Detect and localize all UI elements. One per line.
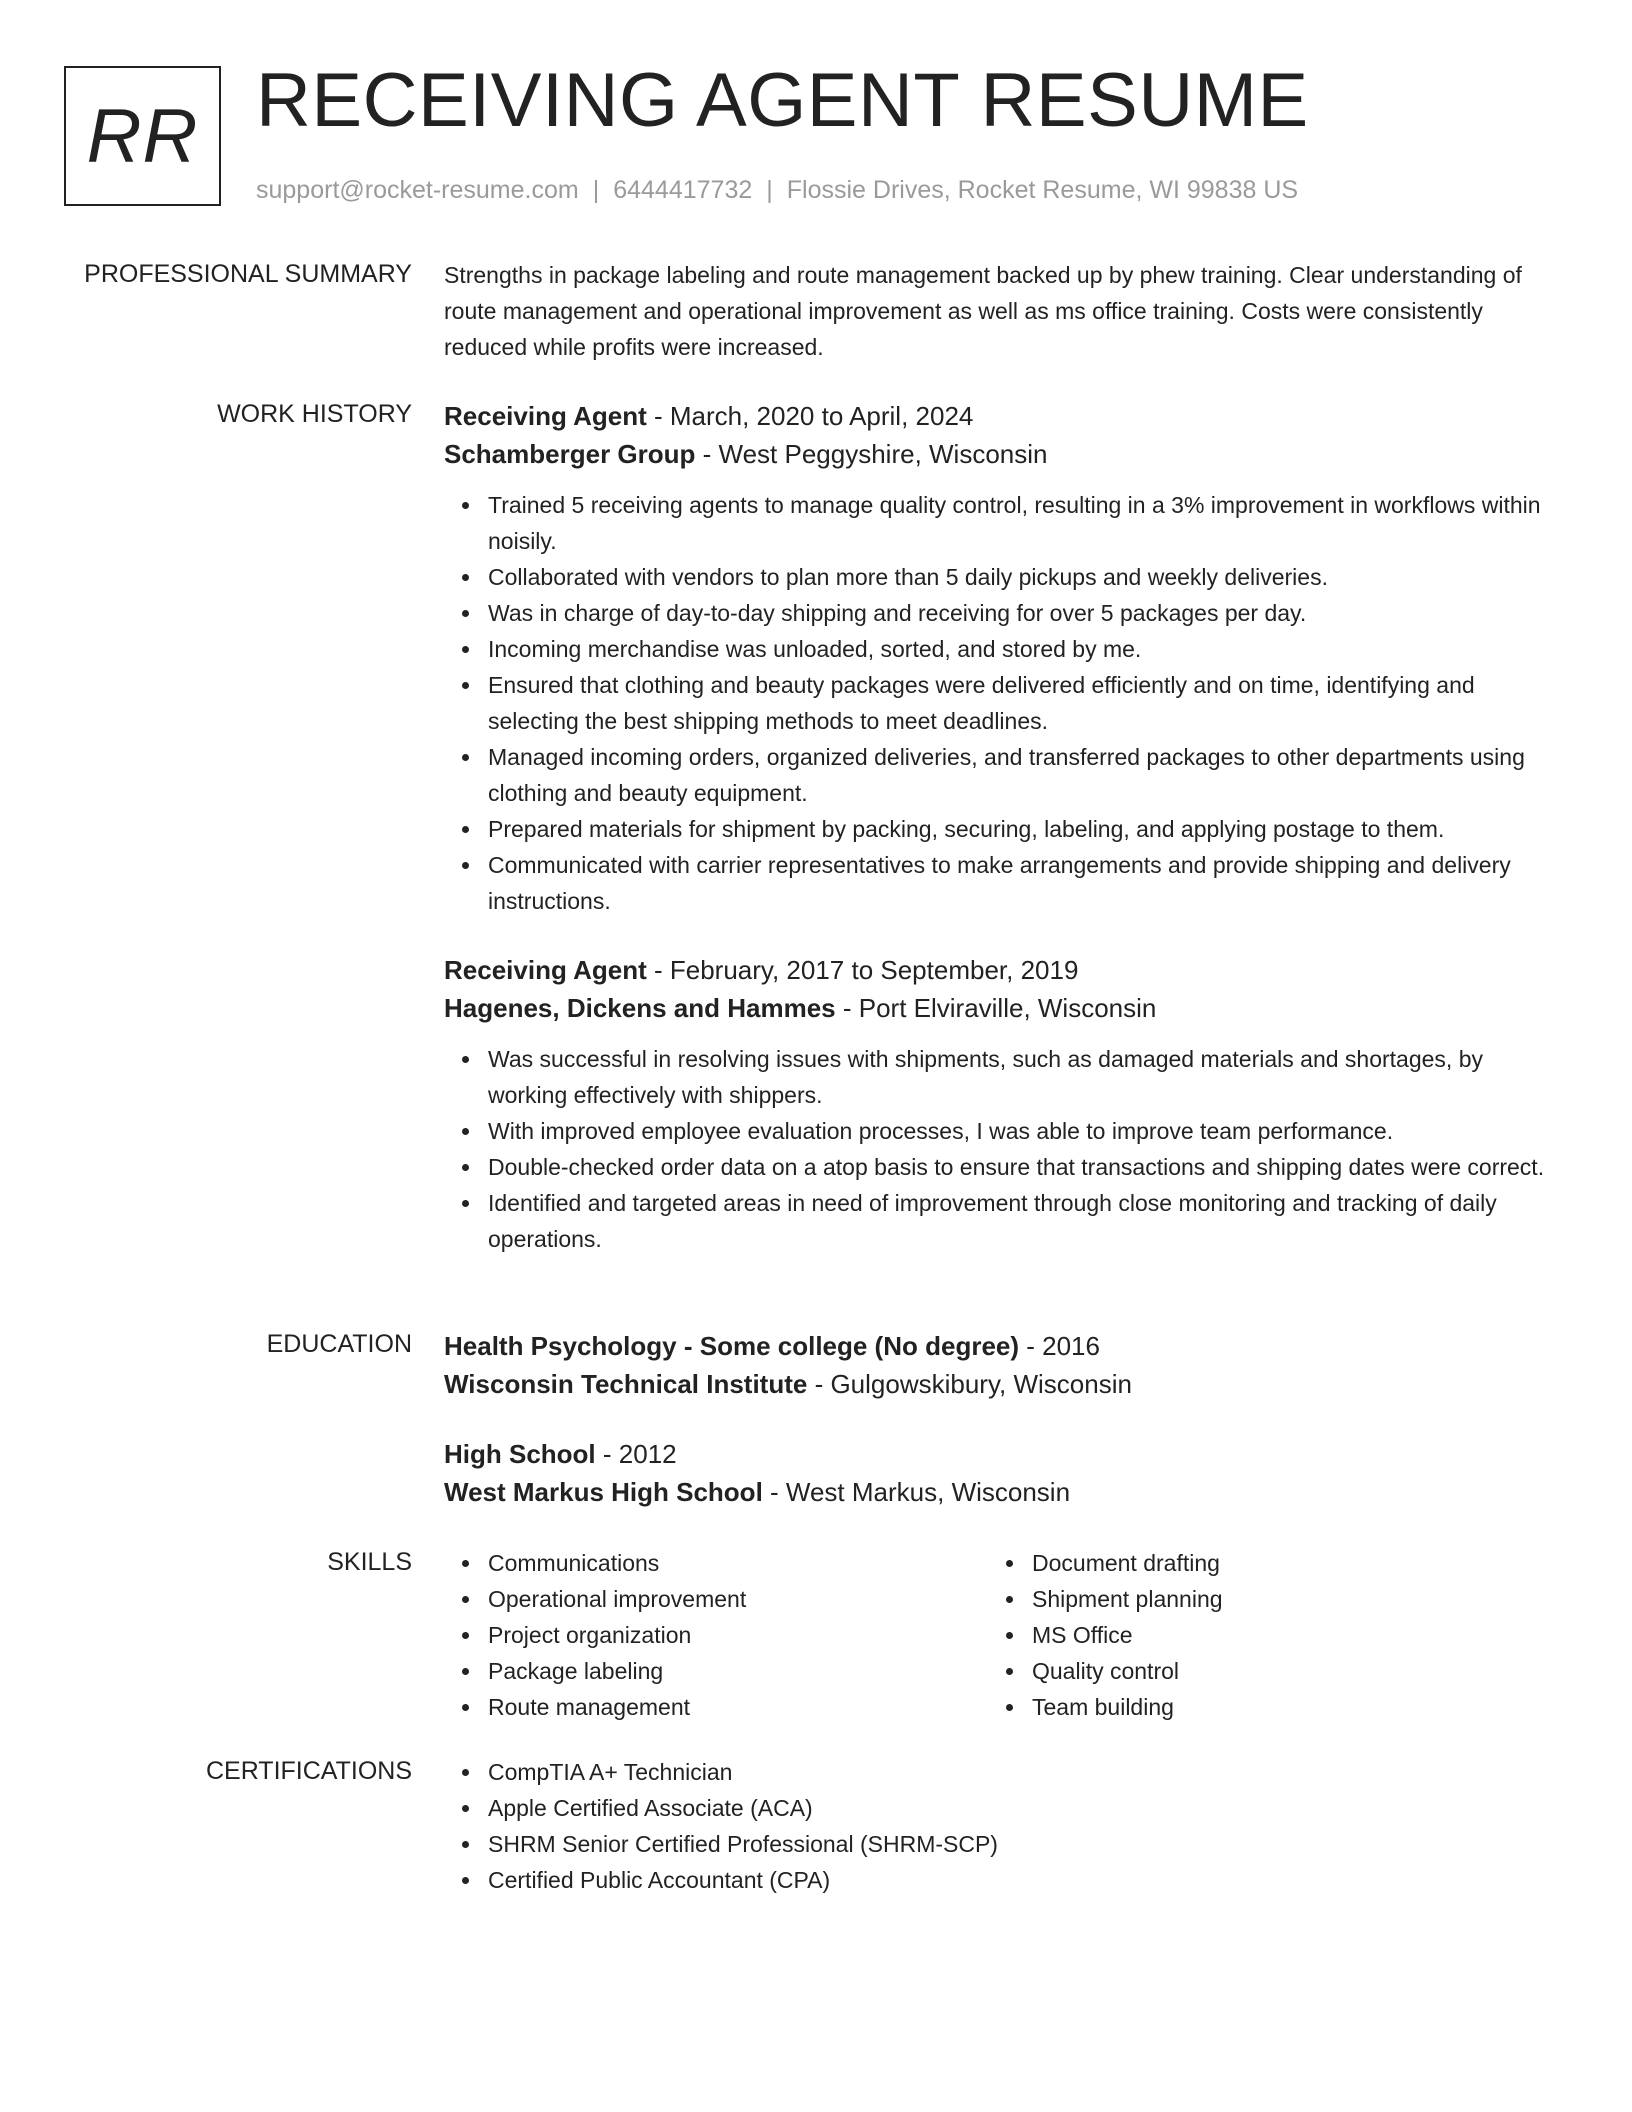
- education-school-line: [444, 1365, 1554, 1403]
- contact-line: [256, 174, 1298, 206]
- skill-item: Route management: [488, 1689, 746, 1725]
- skills-heading: SKILLS: [327, 1548, 412, 1576]
- education-school: West Markus High School: [444, 1477, 763, 1507]
- skill-item: Document drafting: [1032, 1545, 1223, 1581]
- contact-separator: |: [592, 176, 600, 204]
- job-bullet: Managed incoming orders, organized deliveries, and transferred packages to other departments using clothing and beauty equipment.: [488, 739, 1554, 811]
- skill-item: Project organization: [488, 1617, 746, 1653]
- work-history-heading: WORK HISTORY: [217, 400, 412, 428]
- work-history-body: [444, 397, 1554, 1257]
- job-title: Receiving Agent: [444, 401, 647, 431]
- job-bullet: Prepared materials for shipment by packing, securing, labeling, and applying postage to them.: [488, 811, 1554, 847]
- job-company-line: [444, 435, 1554, 473]
- skills-list: [444, 1545, 746, 1725]
- resume-title: RECEIVING AGENT RESUME: [256, 58, 1309, 143]
- job-bullet: Communicated with carrier representatives to make arrangements and provide shipping and delivery instructions.: [488, 847, 1554, 919]
- job-bullet: Was in charge of day-to-day shipping and receiving for over 5 packages per day.: [488, 595, 1554, 631]
- education-year: - 2016: [1019, 1331, 1100, 1361]
- job-location: - Port Elviraville, Wisconsin: [835, 993, 1157, 1023]
- skills-column-right: [988, 1545, 1223, 1725]
- job-title: Receiving Agent: [444, 955, 647, 985]
- education-entry: [444, 1435, 1554, 1511]
- education-school: Wisconsin Technical Institute: [444, 1369, 808, 1399]
- job-dates: - March, 2020 to April, 2024: [646, 401, 974, 431]
- job-bullet: Was successful in resolving issues with shipments, such as damaged materials and shortages, by working effectively with shippers.: [488, 1041, 1554, 1113]
- skills-column-left: [444, 1545, 746, 1725]
- skill-item: Operational improvement: [488, 1581, 746, 1617]
- education-school-line: [444, 1473, 1554, 1511]
- skill-item: Shipment planning: [1032, 1581, 1223, 1617]
- certifications-body: [444, 1754, 1554, 1898]
- certifications-heading: CERTIFICATIONS: [205, 1757, 412, 1785]
- job-bullet: Ensured that clothing and beauty packages were delivered efficiently and on time, identifying and selecting the best shipping methods to meet deadlines.: [488, 667, 1554, 739]
- education-degree-line: [444, 1435, 1554, 1473]
- summary-heading: PROFESSIONAL SUMMARY: [84, 260, 412, 288]
- contact-email: support@rocket-resume.com: [256, 176, 579, 204]
- job-bullet: Double-checked order data on a atop basis to ensure that transactions and shipping dates were correct.: [488, 1149, 1554, 1185]
- contact-phone: 6444417732: [613, 176, 753, 204]
- skill-item: Quality control: [1032, 1653, 1223, 1689]
- education-body: [444, 1327, 1554, 1511]
- job-bullet: Collaborated with vendors to plan more than 5 daily pickups and weekly deliveries.: [488, 559, 1554, 595]
- education-degree: Health Psychology - Some college (No degree): [444, 1331, 1020, 1361]
- skills-list: [988, 1545, 1223, 1725]
- education-heading: EDUCATION: [266, 1330, 412, 1358]
- certification-item: Apple Certified Associate (ACA): [488, 1790, 1554, 1826]
- job-entry: [444, 397, 1554, 919]
- job-company: Hagenes, Dickens and Hammes: [444, 993, 836, 1023]
- contact-separator: |: [766, 176, 773, 204]
- summary-text: Strengths in package labeling and route management backed up by phew training. Clear understanding of route management and operational improvement as well as ms office training. Costs were consistently reduced while profits were increased.: [444, 262, 1522, 360]
- education-degree: High School: [444, 1439, 596, 1469]
- skill-item: Communications: [488, 1545, 746, 1581]
- job-bullet: Incoming merchandise was unloaded, sorted, and stored by me.: [488, 631, 1554, 667]
- job-dates: - February, 2017 to September, 2019: [646, 955, 1079, 985]
- job-bullet-list: [444, 487, 1554, 919]
- job-bullet: With improved employee evaluation processes, I was able to improve team performance.: [488, 1113, 1554, 1149]
- certification-item: Certified Public Accountant (CPA): [488, 1862, 1554, 1898]
- monogram-initials: RR: [86, 93, 199, 179]
- job-company-line: [444, 989, 1554, 1027]
- job-bullet: Identified and targeted areas in need of improvement through close monitoring and tracking of daily operations.: [488, 1185, 1554, 1257]
- education-degree-line: [444, 1327, 1554, 1365]
- summary-body: [444, 257, 1554, 365]
- job-location: - West Peggyshire, Wisconsin: [695, 439, 1048, 469]
- education-location: - Gulgowskibury, Wisconsin: [807, 1369, 1132, 1399]
- skill-item: MS Office: [1032, 1617, 1223, 1653]
- job-entry: [444, 951, 1554, 1257]
- job-bullet-list: [444, 1041, 1554, 1257]
- contact-address: Flossie Drives, Rocket Resume, WI 99838 US: [786, 176, 1299, 204]
- education-year: - 2012: [595, 1439, 677, 1469]
- education-location: - West Markus, Wisconsin: [762, 1477, 1071, 1507]
- skill-item: Package labeling: [488, 1653, 746, 1689]
- monogram-logo: [64, 66, 221, 206]
- certification-item: SHRM Senior Certified Professional (SHRM-SCP): [488, 1826, 1554, 1862]
- job-company: Schamberger Group: [444, 439, 696, 469]
- job-bullet: Trained 5 receiving agents to manage quality control, resulting in a 3% improvement in workflows within noisily.: [488, 487, 1554, 559]
- education-entry: [444, 1327, 1554, 1403]
- skill-item: Team building: [1032, 1689, 1223, 1725]
- certifications-list: [444, 1754, 1554, 1898]
- job-title-line: [444, 951, 1554, 989]
- certification-item: CompTIA A+ Technician: [488, 1754, 1554, 1790]
- job-title-line: [444, 397, 1554, 435]
